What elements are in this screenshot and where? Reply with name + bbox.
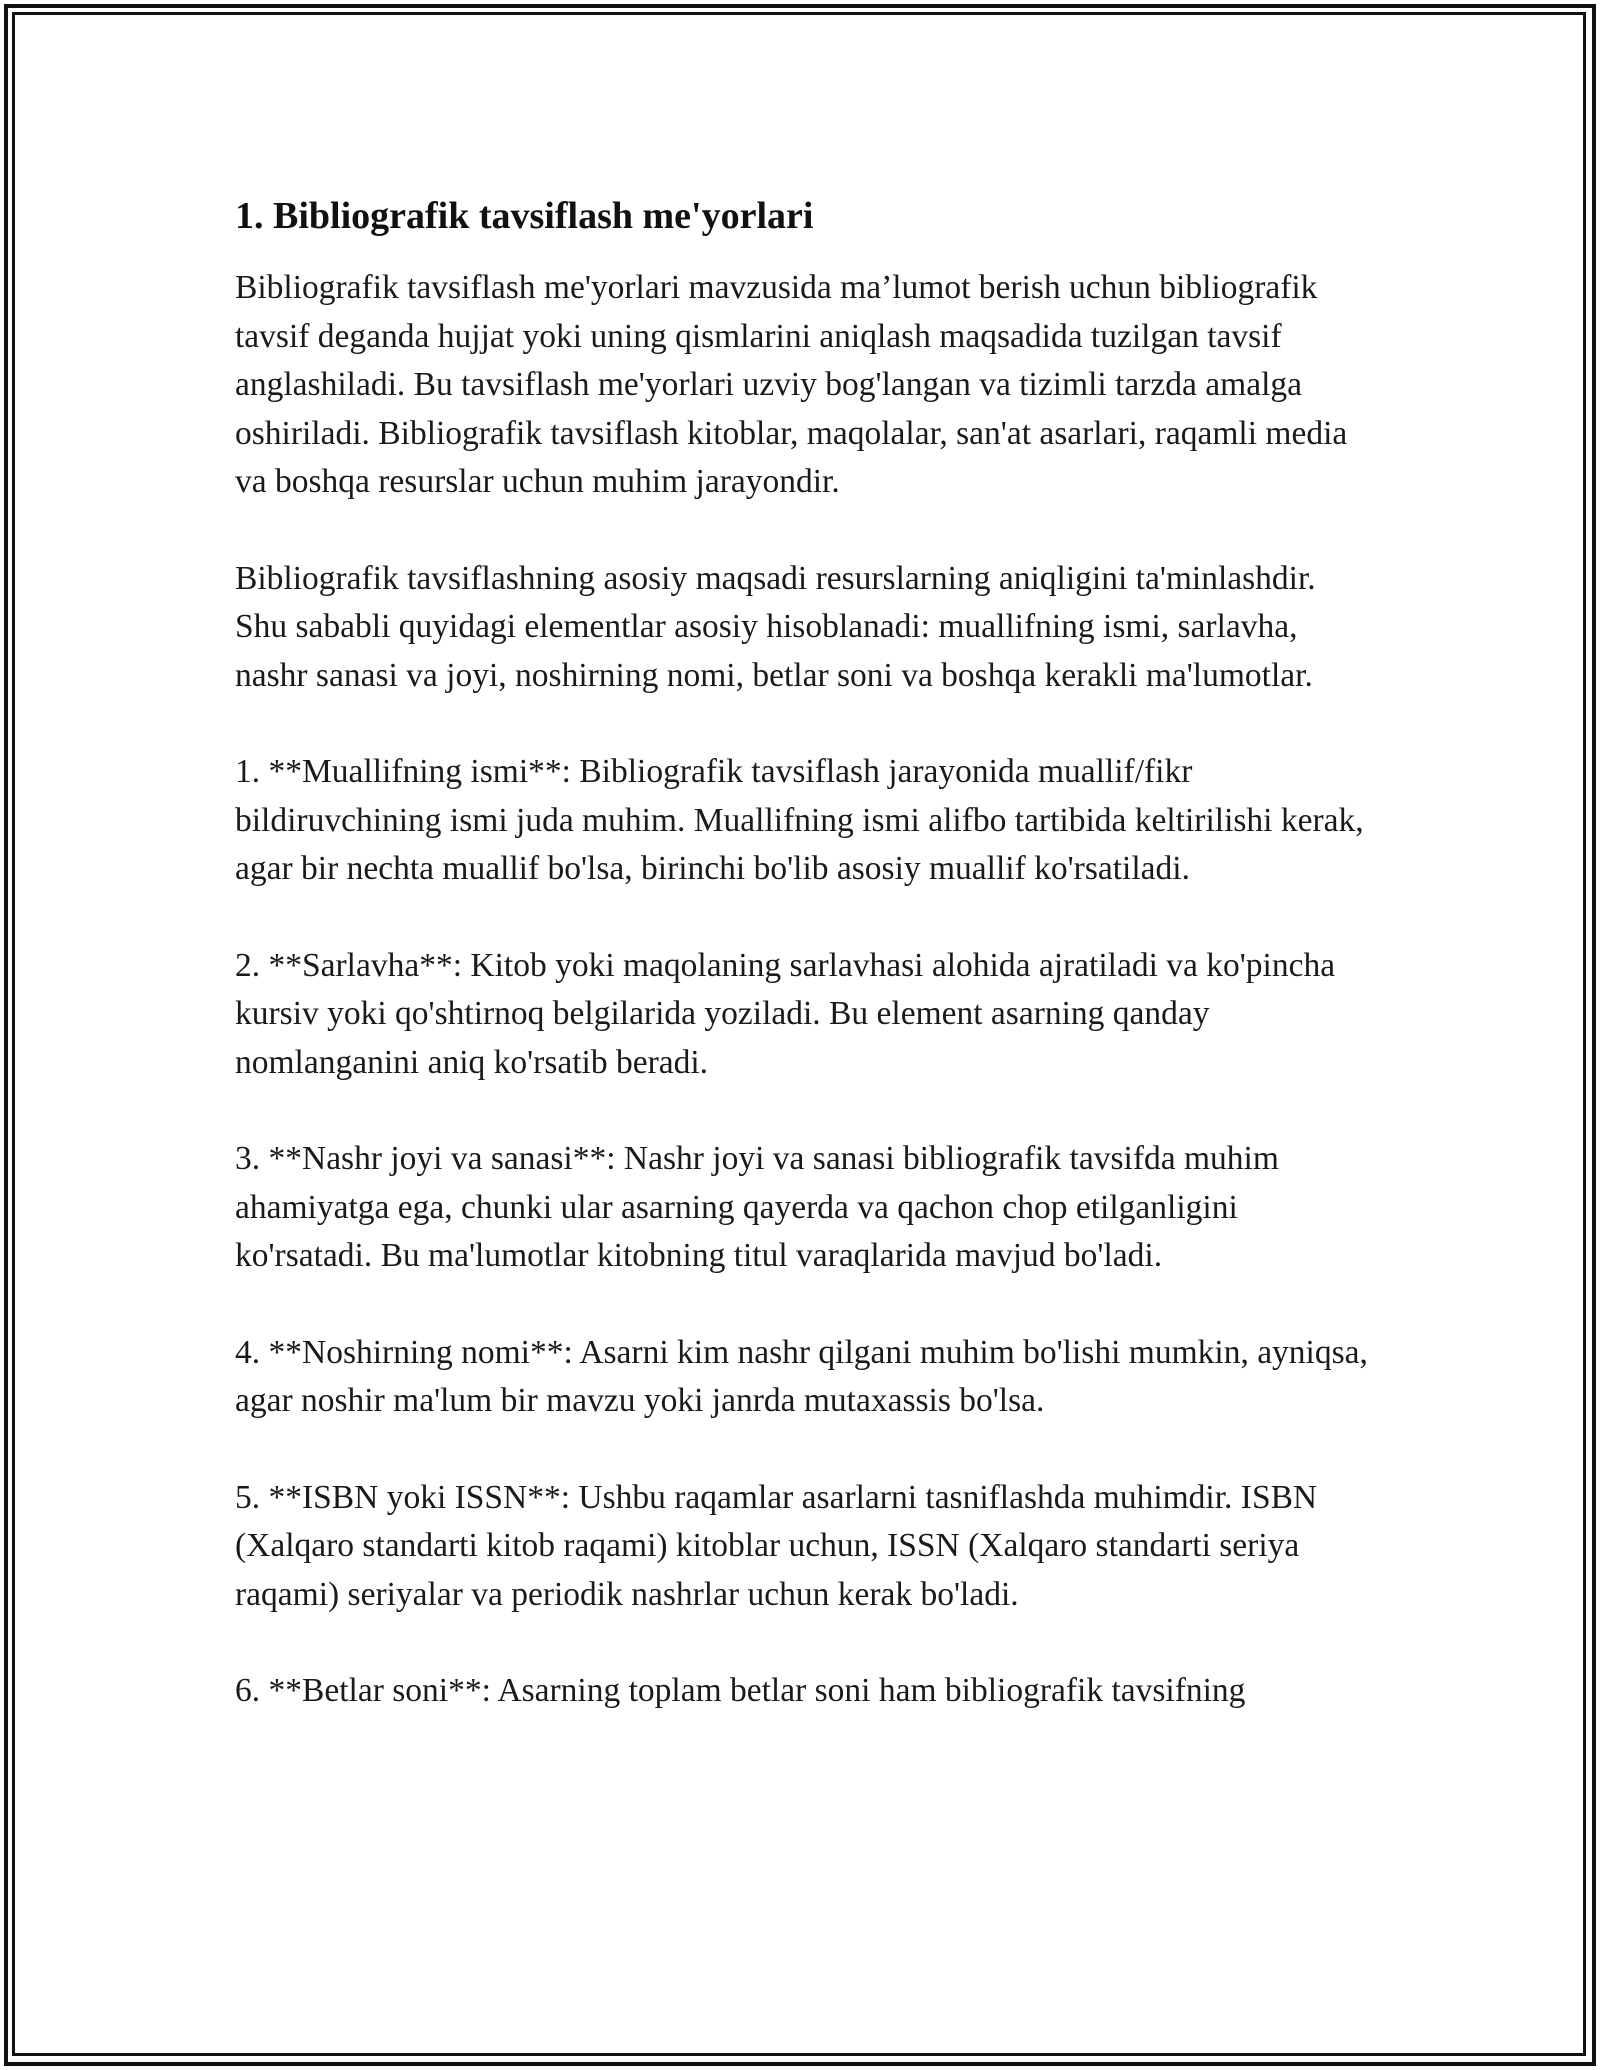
list-item-isbn-issn: 5. **ISBN yoki ISSN**: Ushbu raqamlar asarlarni tasniflashda muhimdir. ISBN (Xalqaro standarti kitob raqami) kitoblar uchun, ISSN (Xalqaro standarti seriya raqami) seriyalar va periodik nashrlar uchun kerak bo'ladi. [235, 1478, 1318, 1613]
paragraph-purpose: Bibliografik tavsiflashning asosiy maqsadi resurslarning aniqligini ta'minlashdir. Shu sababli quyidagi elementlar asosiy hisoblanadi: muallifning ismi, sarlavha, nashr sanasi va joyi, noshirning nomi, betlar soni va boshqa kerakli ma'lumotlar. [235, 559, 1316, 694]
document-body [235, 188, 1375, 1764]
paragraph-intro: Bibliografik tavsiflash me'yorlari mavzusida ma’lumot berish uchun bibliografik tavsif deganda hujjat yoki uning qismlarini aniqlash maqsadida tuzilgan tavsif anglashiladi. Bu tavsiflash me'yorlari uzviy bog'langan va tizimli tarzda amalga oshiriladi. Bibliografik tavsiflash kitoblar, maqolalar, san'at asarlari, raqamli media va boshqa resurslar uchun muhim jarayondir. [235, 269, 1348, 500]
list-item-page-count: 6. **Betlar soni**: Asarning toplam betlar soni ham bibliografik tavsifning [235, 1672, 1246, 1709]
list-item-publisher-name: 4. **Noshirning nomi**: Asarni kim nashr qilgani muhim bo'lishi mumkin, ayniqsa, agar noshir ma'lum bir mavzu yoki janrda mutaxassis bo'lsa. [235, 1333, 1368, 1419]
list-item-title: 2. **Sarlavha**: Kitob yoki maqolaning sarlavhasi alohida ajratiladi va ko'pincha kursiv yoki qo'shtirnoq belgilarida yoziladi. Bu element asarning qanday nomlanganini aniq ko'rsatib beradi. [235, 946, 1336, 1081]
list-item-publication-place-date: 3. **Nashr joyi va sanasi**: Nashr joyi va sanasi bibliografik tavsifda muhim ahamiyatga ega, chunki ular asarning qayerda va qachon chop etilganligini ko'rsatadi. Bu ma'lumotlar kitobning titul varaqlarida mavjud bo'ladi. [235, 1140, 1279, 1274]
list-item-author-name: 1. **Muallifning ismi**: Bibliografik tavsiflash jarayonida muallif/fikr bildiruvchining ismi juda muhim. Muallifning ismi alifbo tartibida keltirilishi kerak, agar bir nechta muallif bo'lsa, birinchi bo'lib asosiy muallif ko'rsatiladi. [235, 753, 1364, 887]
document-title: 1. Bibliografik tavsiflash me'yorlari [235, 195, 814, 237]
